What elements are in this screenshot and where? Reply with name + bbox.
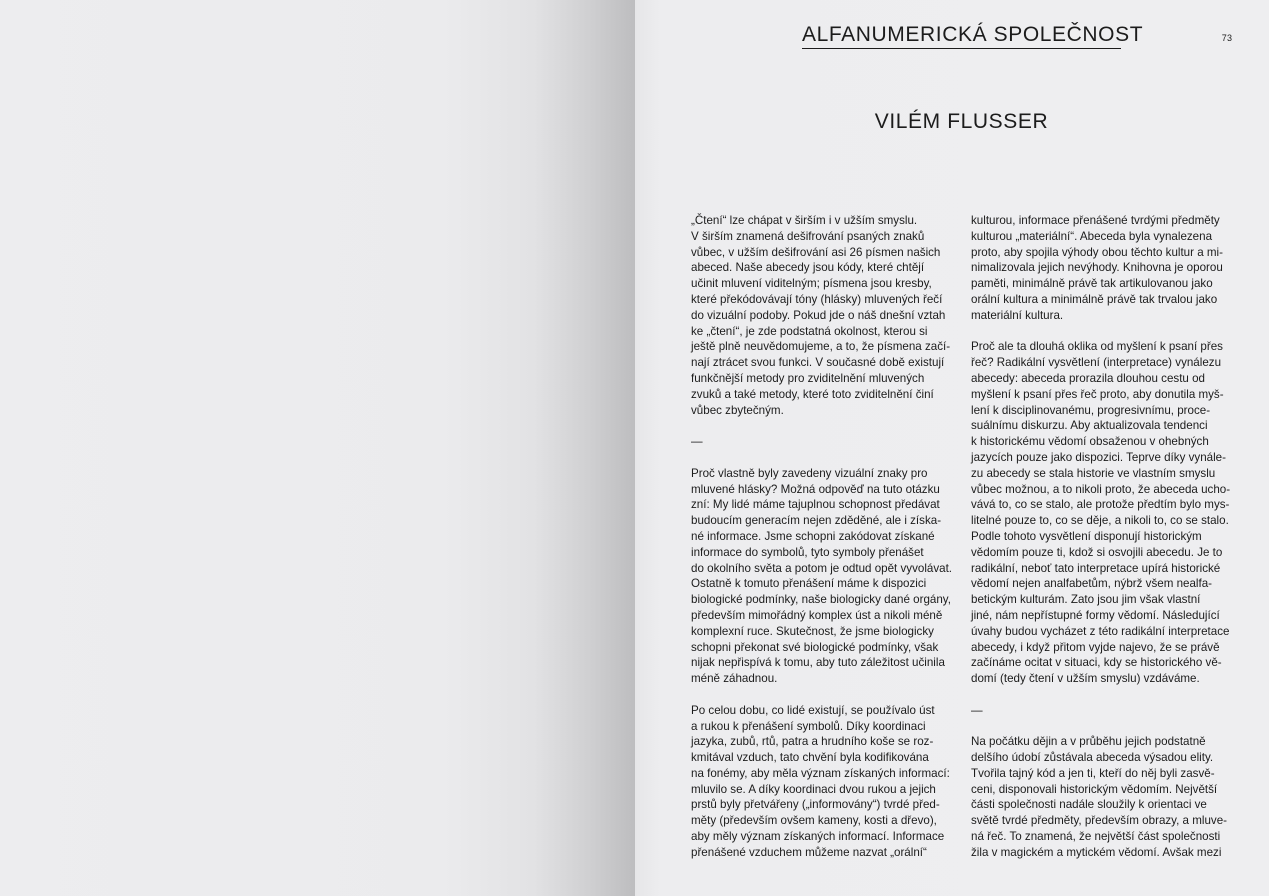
section-dash: — bbox=[971, 703, 983, 717]
text-line: především mimořádný komplex úst a nikoli méně bbox=[691, 608, 943, 622]
text-line: informace do symbolů, tyto symboly přenášet bbox=[691, 545, 924, 559]
text-line: né informace. Jsme schopni zakódovat získané bbox=[691, 529, 935, 543]
text-line: schopni překonat své biologické podmínky, však bbox=[691, 640, 939, 654]
text-line: k historickému vědomí obsaženou v ohebných bbox=[971, 435, 1209, 449]
text-line: nijak nepřispívá k tomu, aby tuto záležitost učinila bbox=[691, 656, 945, 670]
text-line: abecedy, i když přitom vyjde najevo, že se právě bbox=[971, 640, 1220, 654]
text-line: Na počátku dějin a v průběhu jejich podstatně bbox=[971, 735, 1206, 749]
text-line: kulturou, informace přenášené tvrdými předměty bbox=[971, 214, 1220, 227]
text-line: ke „čtení“, je zde podstatná okolnost, kterou si bbox=[691, 324, 928, 338]
text-line: vůbec možnou, a to nikoli proto, že abeceda ucho- bbox=[971, 482, 1231, 496]
paragraph-gap bbox=[971, 324, 1233, 340]
text-line: které překódovávají tóny (hlásky) mluvených řečí bbox=[691, 292, 943, 306]
text-line: nají ztrácet svou funkci. V současné době existují bbox=[691, 356, 945, 370]
paragraph-gap bbox=[691, 687, 953, 703]
text-line: učinit mluvení viditelným; písmena jsou kresby, bbox=[691, 277, 932, 291]
text-line: do vizuální podoby. Pokud jde o náš dnešní vztah bbox=[691, 308, 946, 322]
text-line: Podle tohoto vysvětlení disponují historickým bbox=[971, 529, 1202, 543]
author-heading: VILÉM FLUSSER bbox=[874, 110, 1049, 133]
text-line: abecedy: abeceda prorazila dlouhou cestu od bbox=[971, 371, 1205, 385]
text-line: abeced. Naše abecedy jsou kódy, které chtějí bbox=[691, 261, 925, 275]
text-line: řeč? Radikální vysvětlení (interpretace) vynálezu bbox=[971, 356, 1222, 370]
text-line: proto, aby spojila výhody obou těchto kultur a mi- bbox=[971, 245, 1223, 259]
text-line: světě tvrdé předměty, především obrazy, a mluve- bbox=[971, 814, 1228, 828]
text-line: vědomím pouze ti, kdož si osvojili abecedu. Je to bbox=[971, 545, 1223, 559]
text-line: suálnímu diskurzu. Aby aktualizovala tendenci bbox=[971, 419, 1208, 433]
text-line: „Čtení“ lze chápat v širším i v užším smyslu. bbox=[691, 214, 918, 227]
text-line: kmitával vzduch, tato chvění byla kodifikována bbox=[691, 751, 929, 765]
text-column-right bbox=[971, 213, 1233, 861]
text-line: lení k disciplinovanému, progresivnímu, proce- bbox=[971, 403, 1211, 417]
text-line: jazycích pouze jako dispozici. Teprve díky vynále- bbox=[971, 450, 1226, 464]
text-line: radikální, neboť tato interpretace upírá historické bbox=[971, 561, 1221, 575]
text-line: vědomí nejen analfabetům, nýbrž všem nealfa- bbox=[971, 577, 1213, 591]
text-line: zu abecedy se stala historie ve vlastním smyslu bbox=[971, 466, 1216, 480]
text-line: ještě plně neuvědomujeme, a to, že písmena začí- bbox=[691, 340, 951, 354]
running-head: ALFANUMERICKÁ SPOLEČNOST bbox=[802, 22, 1121, 49]
paragraph-gap bbox=[971, 719, 1233, 735]
paragraph-gap bbox=[691, 450, 953, 466]
text-line: funkčnější metody pro zviditelnění mluvených bbox=[691, 371, 925, 385]
text-line: méně záhadnou. bbox=[691, 672, 778, 686]
text-line: jiné, nám nepřístupné formy vědomí. Následující bbox=[971, 608, 1220, 622]
text-line: úvahy budou vycházet z této radikální interpretace bbox=[971, 624, 1230, 638]
text-line: ná řeč. To znamená, že největší část společnosti bbox=[971, 830, 1221, 844]
text-line: mluvené hlásky? Možná odpověď na tuto otázku bbox=[691, 482, 940, 496]
text-line: zvuků a také metody, které toto zviditelnění činí bbox=[691, 387, 934, 401]
text-line: žila v magickém a mytickém vědomí. Avšak mezi bbox=[971, 845, 1222, 859]
text-line: Proč vlastně byly zavedeny vizuální znaky pro bbox=[691, 466, 928, 480]
text-line: Proč ale ta dlouhá oklika od myšlení k psaní přes bbox=[971, 340, 1223, 354]
text-line: myšlení k psaní přes řeč proto, aby donutila myš- bbox=[971, 387, 1224, 401]
paragraph-gap bbox=[971, 687, 1233, 703]
text-line: mluvilo se. A díky koordinaci dvou rukou a jejich bbox=[691, 782, 936, 796]
text-line: přenášené vzduchem můžeme nazvat „orální“ bbox=[691, 845, 927, 859]
text-line: budoucím generacím nejen zděděné, ale i získa- bbox=[691, 514, 942, 528]
text-line: Ostatně k tomuto přenášení máme k dispozici bbox=[691, 577, 927, 591]
text-line: Po celou dobu, co lidé existují, se používalo úst bbox=[691, 703, 935, 717]
text-line: Tvořila tajný kód a jen ti, kteří do něj byli zasvě- bbox=[971, 766, 1215, 780]
text-line: zní: My lidé máme tajuplnou schopnost předávat bbox=[691, 498, 940, 512]
text-line: prstů byly přetvářeny („informovány“) tvrdé před- bbox=[691, 798, 940, 812]
page-number: 73 bbox=[1221, 33, 1233, 43]
text-line: litelné pouze to, co se děje, a nikoli to, co se stalo. bbox=[971, 514, 1229, 528]
text-line: vává to, co se stalo, ale protože předtím bylo mys- bbox=[971, 498, 1230, 512]
text-line: jazyka, zubů, rtů, patra a hrudního koše se roz- bbox=[691, 735, 934, 749]
text-line: kulturou „materiální“. Abeceda byla vynalezena bbox=[971, 229, 1213, 243]
text-line: nimalizovala jejich nevýhody. Knihovna je oporou bbox=[971, 261, 1223, 275]
text-line: do okolního světa a potom je odtud opět vyvolávat. bbox=[691, 561, 953, 575]
text-line: materiální kultura. bbox=[971, 308, 1064, 322]
text-line: betickým kulturám. Zato jsou jim však vlastní bbox=[971, 593, 1201, 607]
text-line: měty (především ovšem kameny, kosti a dřevo), bbox=[691, 814, 937, 828]
text-line: části společnosti nadále sloužily k orientaci ve bbox=[971, 798, 1207, 812]
text-line: paměti, minimálně právě tak artikulovanou jako bbox=[971, 277, 1213, 291]
text-line: začínáme ocitat v situaci, kdy se historického vě- bbox=[971, 656, 1222, 670]
text-line: orální kultura a minimálně právě tak trvalou jako bbox=[971, 292, 1218, 306]
text-column-left bbox=[691, 213, 953, 861]
text-line: vůbec zbytečným. bbox=[691, 403, 784, 417]
text-line: a rukou k přenášení symbolů. Díky koordinaci bbox=[691, 719, 926, 733]
text-line: ceni, disponovali historickým vědomím. Největší bbox=[971, 782, 1218, 796]
text-line: delšího údobí zůstávala abeceda výsadou elity. bbox=[971, 751, 1214, 765]
text-line: V širším znamená dešifrování psaných znaků bbox=[691, 229, 925, 243]
text-line: komplexní ruce. Skutečnost, že jsme biologicky bbox=[691, 624, 934, 638]
text-line: na fonémy, aby měla význam získaných informací: bbox=[691, 766, 950, 780]
text-line: domí (tedy čtení v užším smyslu) vzdáváme. bbox=[971, 672, 1200, 686]
text-line: vůbec, v užším dešifrování asi 26 písmen našich bbox=[691, 245, 941, 259]
paragraph-gap bbox=[691, 418, 953, 434]
section-dash: — bbox=[691, 435, 703, 449]
text-line: biologické podmínky, naše biologicky dané orgány, bbox=[691, 593, 951, 607]
text-line: aby měly význam získaných informací. Informace bbox=[691, 830, 945, 844]
